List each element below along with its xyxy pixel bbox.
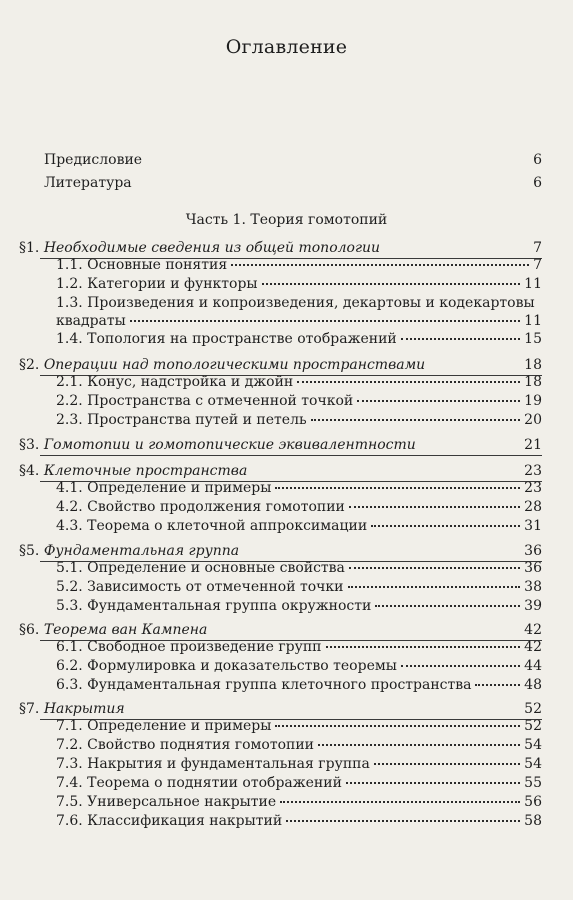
section-label: 1.4. Топология на пространстве отображений	[56, 331, 397, 347]
section-label: 7.1. Определение и примеры	[56, 718, 272, 734]
section-5-3	[56, 598, 542, 615]
section-page: 19	[524, 393, 542, 409]
leader	[357, 400, 520, 402]
section-page: 7	[533, 257, 542, 273]
section-1-1	[56, 257, 542, 274]
chapter-page: 23	[524, 463, 542, 479]
section-label: 6.3. Фундаментальная группа клеточного пространства	[56, 677, 472, 693]
section-label: 4.1. Определение и примеры	[56, 480, 272, 496]
section-page: 52	[524, 718, 542, 734]
chapter-4	[19, 463, 542, 480]
chapter-page: 42	[524, 622, 542, 638]
chapter-title: Гомотопии и гомотопические эквивалентности	[43, 437, 416, 453]
chapter-num: §4.	[19, 463, 40, 479]
section-label: 5.2. Зависимость от отмеченной точки	[56, 579, 344, 595]
leader	[318, 744, 520, 746]
section-5-1	[56, 560, 542, 577]
chapter-title: Теорема ван Кампена	[43, 622, 208, 638]
section-page: 36	[524, 560, 542, 576]
chapter-num: §7.	[19, 701, 40, 717]
leader	[275, 487, 520, 489]
section-label: 6.1. Свободное произведение групп	[56, 639, 322, 655]
chapter-title: Необходимые сведения из общей топологии	[43, 240, 381, 256]
leader	[130, 320, 520, 322]
entry-label: Литература	[44, 175, 132, 191]
section-label: 7.3. Накрытия и фундаментальная группа	[56, 756, 370, 772]
part-title: Часть 1. Теория гомотопий	[185, 212, 388, 228]
chapter-2	[19, 357, 542, 374]
leader	[297, 381, 520, 383]
section-2-1	[56, 374, 542, 391]
page-title: Оглавление	[225, 36, 348, 58]
section-label: 7.2. Свойство поднятия гомотопии	[56, 737, 315, 753]
section-6-1	[56, 639, 542, 656]
section-page: 31	[524, 518, 542, 534]
section-label: 2.3. Пространства путей и петель	[56, 412, 307, 428]
section-page: 15	[524, 331, 542, 347]
section-label: 5.1. Определение и основные свойства	[56, 560, 345, 576]
section-1-4	[56, 331, 542, 348]
leader	[280, 801, 520, 803]
section-page: 58	[524, 813, 542, 829]
leader	[231, 264, 529, 266]
leader	[286, 820, 520, 822]
toc-entry-preface	[44, 152, 542, 169]
section-7-3	[56, 756, 542, 773]
leader	[348, 586, 521, 588]
section-page: 55	[524, 775, 542, 791]
chapter-title: Накрытия	[43, 701, 125, 717]
section-page: 44	[524, 658, 542, 674]
chapter-num: §5.	[19, 543, 40, 559]
section-2-3	[56, 412, 542, 429]
chapter-page: 21	[524, 437, 542, 453]
chapter-6	[19, 622, 542, 639]
section-1-2	[56, 276, 542, 293]
section-label: 4.2. Свойство продолжения гомотопии	[56, 499, 345, 515]
chapter-num: §2.	[19, 357, 40, 373]
leader	[401, 338, 520, 340]
chapter-1	[19, 240, 542, 257]
section-label: 1.1. Основные понятия	[56, 257, 228, 273]
leader	[346, 782, 520, 784]
section-7-6	[56, 813, 542, 830]
section-5-2	[56, 579, 542, 596]
leader	[349, 506, 520, 508]
chapter-title: Клеточные пространства	[43, 463, 248, 479]
section-page: 18	[524, 374, 542, 390]
section-page: 48	[524, 677, 542, 693]
section-4-1	[56, 480, 542, 497]
section-label: 7.5. Универсальное накрытие	[56, 794, 277, 810]
section-4-2	[56, 499, 542, 516]
section-1-3	[56, 313, 542, 330]
section-page: 38	[524, 579, 542, 595]
chapter-3	[19, 437, 542, 454]
chapter-title: Операции над топологическими пространствами	[43, 357, 426, 373]
leader	[371, 525, 520, 527]
section-7-5	[56, 794, 542, 811]
section-2-2	[56, 393, 542, 410]
section-7-4	[56, 775, 542, 792]
leader	[262, 283, 521, 285]
section-6-3	[56, 677, 542, 694]
section-6-2	[56, 658, 542, 675]
chapter-page: 36	[524, 543, 542, 559]
entry-page: 6	[533, 175, 542, 191]
section-1-3-line1: 1.3. Произведения и копроизведения, декартовы и кодекартовы	[56, 295, 535, 311]
section-page: 11	[524, 276, 542, 292]
chapter-7	[19, 701, 542, 718]
chapter-page: 7	[533, 240, 542, 256]
chapter-num: §6.	[19, 622, 40, 638]
section-label: 6.2. Формулировка и доказательство теоремы	[56, 658, 397, 674]
leader	[375, 605, 520, 607]
chapter-3-rule	[40, 455, 542, 456]
leader	[401, 665, 520, 667]
section-label: 7.4. Теорема о поднятии отображений	[56, 775, 342, 791]
chapter-page: 18	[524, 357, 542, 373]
section-page: 39	[524, 598, 542, 614]
chapter-page: 52	[524, 701, 542, 717]
section-page: 56	[524, 794, 542, 810]
leader	[275, 725, 520, 727]
leader	[475, 684, 520, 686]
section-7-2	[56, 737, 542, 754]
leader	[349, 567, 520, 569]
section-label: 2.1. Конус, надстройка и джойн	[56, 374, 294, 390]
section-page: 54	[524, 756, 542, 772]
section-page: 11	[524, 313, 542, 329]
section-page: 23	[524, 480, 542, 496]
entry-page: 6	[533, 152, 542, 168]
section-page: 42	[524, 639, 542, 655]
leader	[374, 763, 520, 765]
section-label: 2.2. Пространства с отмеченной точкой	[56, 393, 354, 409]
entry-label: Предисловие	[44, 152, 143, 168]
section-label: 4.3. Теорема о клеточной аппроксимации	[56, 518, 368, 534]
section-4-3	[56, 518, 542, 535]
section-page: 54	[524, 737, 542, 753]
toc-entry-literature	[44, 175, 542, 192]
chapter-title: Фундаментальная группа	[43, 543, 240, 559]
section-label: 7.6. Классификация накрытий	[56, 813, 283, 829]
section-7-1	[56, 718, 542, 735]
section-label: 5.3. Фундаментальная группа окружности	[56, 598, 372, 614]
chapter-5	[19, 543, 542, 560]
section-label-cont: квадраты	[56, 313, 126, 329]
section-label: 1.2. Категории и функторы	[56, 276, 258, 292]
chapter-num: §3.	[19, 437, 40, 453]
chapter-num: §1.	[19, 240, 40, 256]
section-page: 28	[524, 499, 542, 515]
leader	[311, 419, 521, 421]
section-page: 20	[524, 412, 542, 428]
leader	[326, 646, 521, 648]
